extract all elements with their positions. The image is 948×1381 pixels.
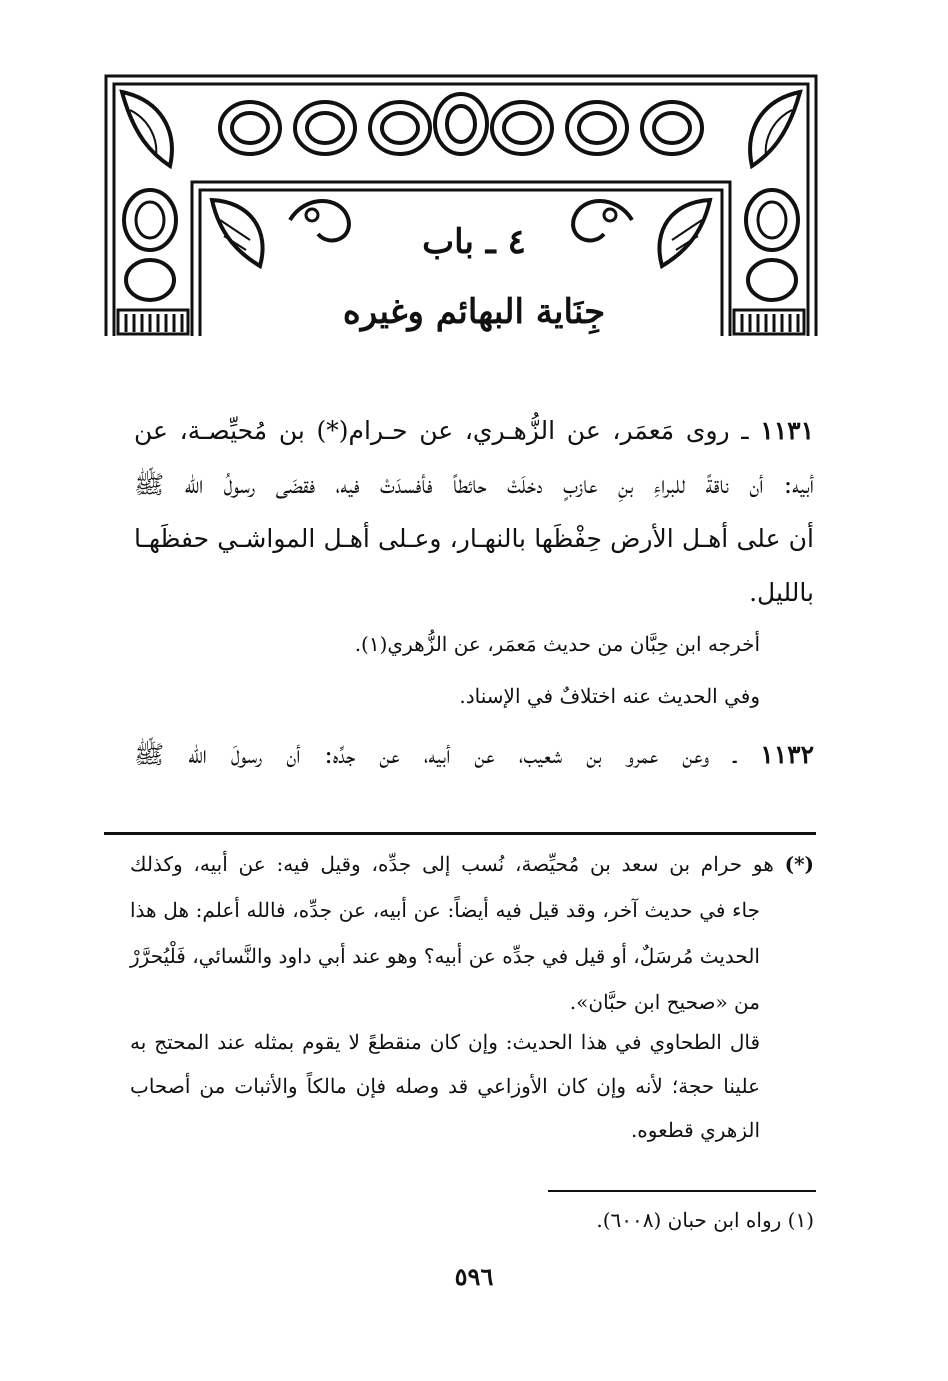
hadith-number: ١١٣١ [760, 416, 814, 445]
footnote-star-line-1 [130, 852, 814, 876]
hadith-1132-line-1 [134, 742, 814, 767]
footnote-star-line-2: جاء في حديث آخر، وقد قيل فيه أيضاً: عن أبيه، عن جدِّه، فالله أعلم: هل هذا [130, 898, 760, 922]
footnote-star-line-7: الزهري قطعوه. [630, 1118, 760, 1142]
footnote-star-line-6: علينا حجة؛ لأنه وإن كان الأوزاعي قد وصله فإن مالكاً والأثبات من أصحاب [130, 1074, 760, 1098]
hadith-1131-line-4: بالليل. [749, 578, 814, 607]
takhrij-line-2: وفي الحديث عنه اختلافٌ في الإسناد. [459, 684, 760, 708]
hadith-1131-line-1 [134, 418, 814, 443]
chapter-number: ٤ ـ باب [422, 222, 526, 262]
footnote-divider [104, 832, 816, 835]
hadith-number: ١١٣٢ [760, 740, 814, 769]
footnote-marker: (*) [784, 852, 814, 876]
footnote-star-line-3: الحديث مُرسَلٌ، أو قيل في جدِّه عن أبيه؟ وهو عند أبي داود والنَّسائي، فَلْيُحرَّرْ [130, 944, 760, 968]
hadith-text: ـ وعن عمرو بن شعيب، عن أبيه، عن جدِّه: أن رسولَ الله ﷺ [134, 740, 737, 769]
footnote-star-line-4: من «صحيح ابن حبَّان». [569, 990, 760, 1014]
footnote-1: (١) رواه ابن حبان (٦٠٠٨). [596, 1208, 814, 1232]
chapter-title: جِنَاية البهائم وغيره [342, 292, 606, 332]
takhrij-line-1: أخرجه ابن حِبَّان من حديث مَعمَر، عن الزُّهري(١). [354, 632, 760, 656]
hadith-text: ـ روى مَعمَر، عن الزُّهـري، عن حـرام(*) بن مُحيِّصـة، عن [134, 416, 749, 445]
hadith-1131-line-2: أبيه: أن ناقةً للبراءِ بنِ عازبٍ دخلَتْ حائطاً فأفسدَتْ فيه، فقضَى رسولُ الله ﷺ [134, 470, 814, 499]
hadith-1131-line-3: أن على أهـل الأرض حِفْظَها بالنهـار، وعـلى أهـل المواشـي حفظَهـا [134, 524, 814, 553]
page-number: ٥٩٦ [454, 1262, 494, 1291]
footnote-short-divider [548, 1190, 816, 1192]
footnote-star-line-5: قال الطحاوي في هذا الحديث: وإن كان منقطعً لا يقوم بمثله عند المحتج به [130, 1030, 760, 1054]
footnote-text: هو حرام بن سعد بن مُحيِّصة، نُسب إلى جدِّه، وقيل فيه: عن أبيه، وكذلك [130, 852, 774, 876]
